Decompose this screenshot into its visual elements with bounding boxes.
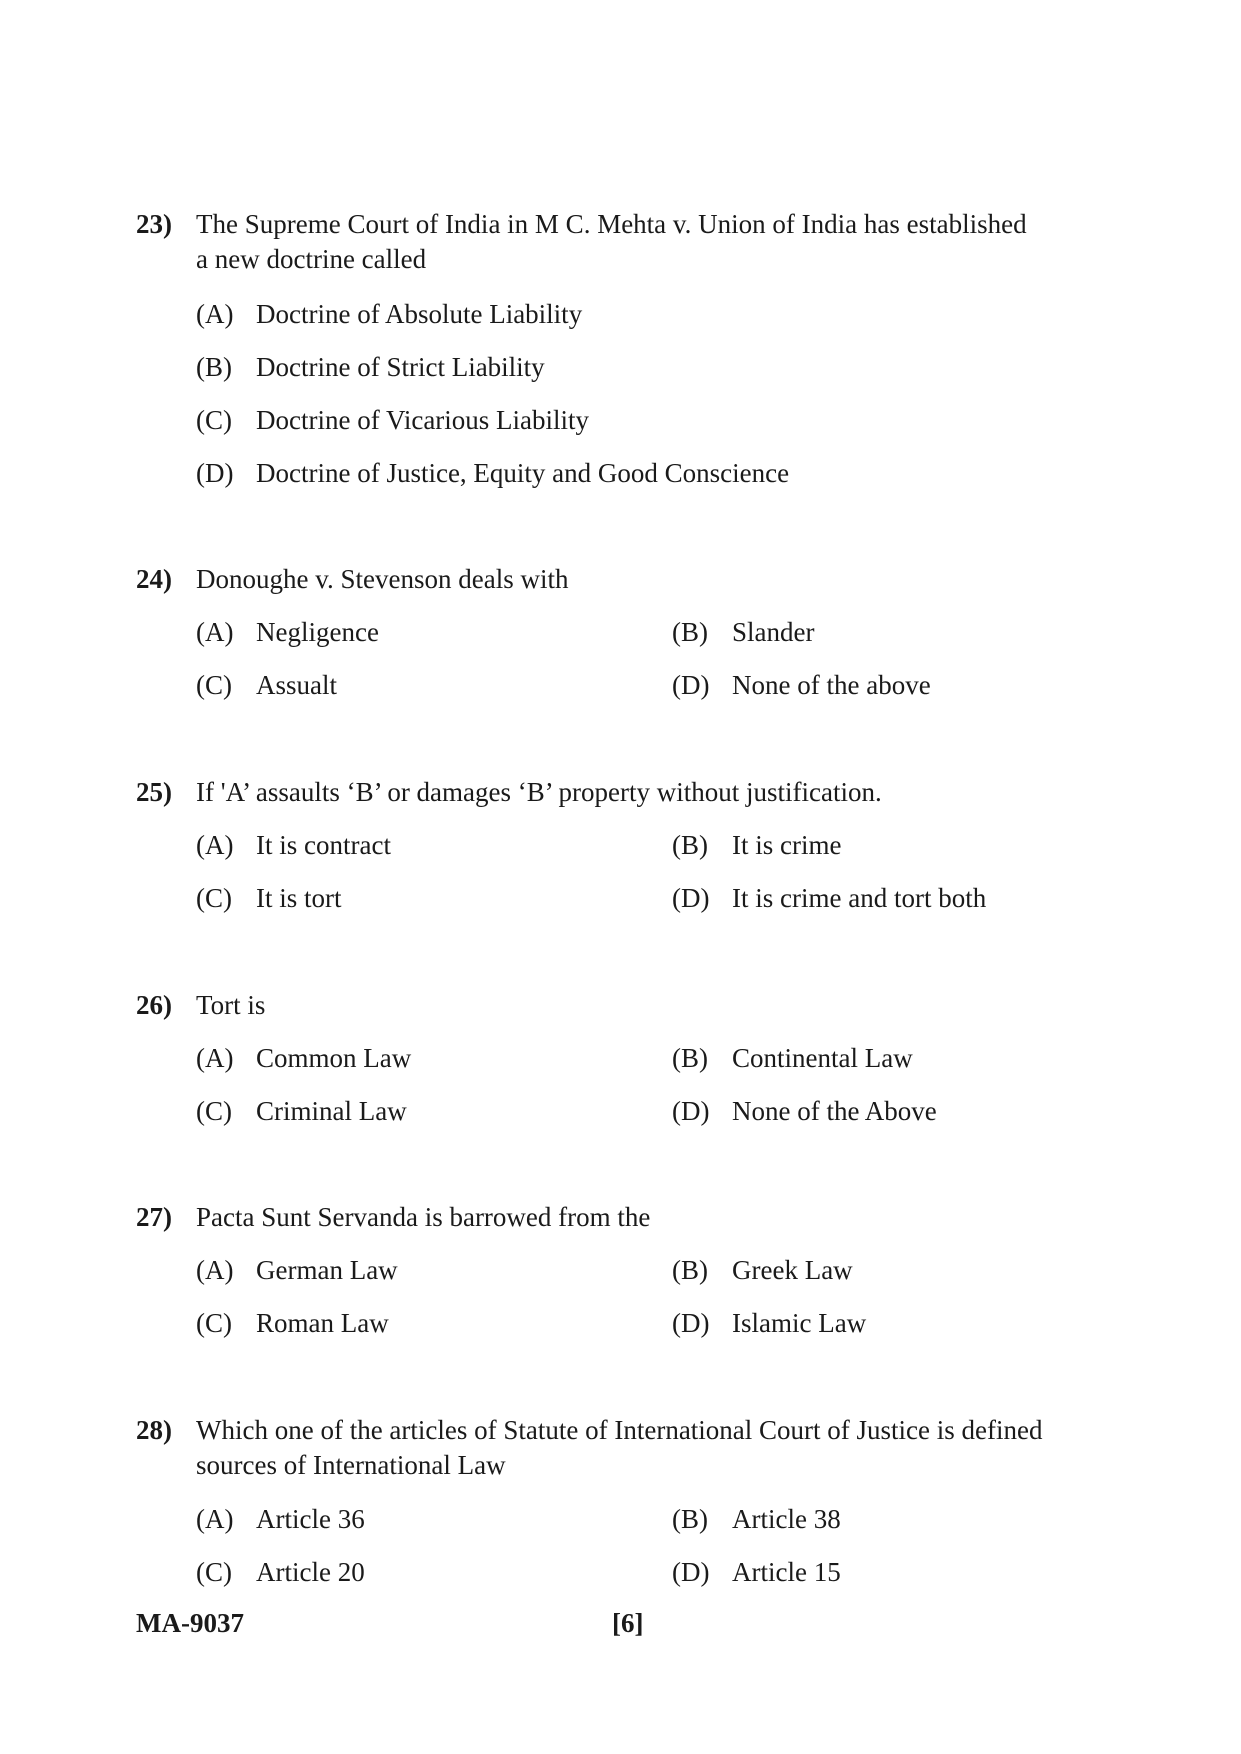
option-d: [672, 1094, 937, 1129]
question-text: [196, 562, 1096, 597]
question-number: 24): [136, 564, 172, 594]
option-c: [196, 1555, 365, 1590]
option-b: [196, 350, 545, 385]
option-label: (A): [196, 1255, 234, 1285]
option-d: [196, 456, 789, 491]
question-text: [196, 1413, 1096, 1483]
option-d: [672, 668, 931, 703]
question-text-line: sources of International Law: [196, 1450, 506, 1480]
option-label: (D): [672, 1308, 710, 1338]
option-text: Article 36: [256, 1504, 365, 1534]
option-label: (B): [672, 1043, 708, 1073]
option-text: None of the above: [732, 670, 931, 700]
option-text: Article 15: [732, 1557, 841, 1587]
option-label: (D): [672, 670, 710, 700]
option-a: [196, 1041, 411, 1076]
option-text: Assualt: [256, 670, 337, 700]
option-label: (B): [672, 1255, 708, 1285]
option-a: [196, 1502, 365, 1537]
question-number: 26): [136, 990, 172, 1020]
question-number: 28): [136, 1415, 172, 1445]
option-d: [672, 881, 986, 916]
option-b: [672, 1041, 913, 1076]
question-text-line: Pacta Sunt Servanda is barrowed from the: [196, 1202, 651, 1232]
option-a: [196, 297, 582, 332]
option-text: Roman Law: [256, 1308, 389, 1338]
option-c: [196, 1094, 407, 1129]
paper-code: MA-9037: [136, 1608, 244, 1638]
option-label: (D): [196, 458, 234, 488]
option-label: (A): [196, 299, 234, 329]
option-text: Slander: [732, 617, 815, 647]
option-b: [672, 828, 841, 863]
question-number: 27): [136, 1202, 172, 1232]
option-text: Common Law: [256, 1043, 412, 1073]
option-d: [672, 1306, 866, 1341]
option-label: (B): [672, 830, 708, 860]
question-text: [196, 775, 1096, 810]
page-number: [6]: [612, 1608, 644, 1638]
option-label: (A): [196, 1504, 234, 1534]
option-label: (C): [196, 405, 232, 435]
option-d: [672, 1555, 841, 1590]
option-c: [196, 881, 342, 916]
question-text-line: a new doctrine called: [196, 244, 427, 274]
option-label: (D): [672, 1096, 710, 1126]
option-text: It is contract: [256, 830, 391, 860]
option-text: None of the Above: [732, 1096, 937, 1126]
option-label: (D): [672, 1557, 710, 1587]
option-label: (C): [196, 1308, 232, 1338]
option-label: (C): [196, 1557, 232, 1587]
option-text: Continental Law: [732, 1043, 913, 1073]
option-b: [672, 1502, 841, 1537]
option-text: It is tort: [256, 883, 342, 913]
option-text: Doctrine of Vicarious Liability: [256, 405, 590, 435]
question-number: 25): [136, 777, 172, 807]
question-text: [196, 207, 1096, 277]
option-label: (C): [196, 883, 232, 913]
option-a: [196, 615, 379, 650]
option-c: [196, 403, 589, 438]
option-text: Islamic Law: [732, 1308, 867, 1338]
option-label: (B): [672, 1504, 708, 1534]
question-text-line: If 'A’ assaults ‘B’ or damages ‘B’ property without justification.: [196, 777, 882, 807]
question-text-line: Tort is: [196, 990, 266, 1020]
option-label: (C): [196, 670, 232, 700]
option-c: [196, 1306, 389, 1341]
option-a: [196, 828, 391, 863]
option-a: [196, 1253, 398, 1288]
option-text: German Law: [256, 1255, 398, 1285]
option-label: (A): [196, 1043, 234, 1073]
option-label: (B): [672, 617, 708, 647]
option-label: (D): [672, 883, 710, 913]
option-text: Criminal Law: [256, 1096, 407, 1126]
option-b: [672, 1253, 853, 1288]
option-c: [196, 668, 337, 703]
option-text: Doctrine of Absolute Liability: [256, 299, 583, 329]
option-text: Doctrine of Justice, Equity and Good Conscience: [256, 458, 790, 488]
option-text: It is crime: [732, 830, 842, 860]
option-text: Article 38: [732, 1504, 841, 1534]
option-text: Doctrine of Strict Liability: [256, 352, 545, 382]
option-b: [672, 615, 814, 650]
option-label: (B): [196, 352, 232, 382]
question-text: [196, 988, 1096, 1023]
question-number: 23): [136, 209, 172, 239]
option-label: (A): [196, 830, 234, 860]
option-text: Greek Law: [732, 1255, 853, 1285]
question-text: [196, 1200, 1096, 1235]
question-text-line: Donoughe v. Stevenson deals with: [196, 564, 569, 594]
option-text: It is crime and tort both: [732, 883, 987, 913]
question-text-line: The Supreme Court of India in M C. Mehta v. Union of India has established: [196, 209, 1027, 239]
option-label: (C): [196, 1096, 232, 1126]
question-text-line: Which one of the articles of Statute of International Court of Justice is defined: [196, 1415, 1043, 1445]
option-label: (A): [196, 617, 234, 647]
option-text: Negligence: [256, 617, 379, 647]
option-text: Article 20: [256, 1557, 365, 1587]
